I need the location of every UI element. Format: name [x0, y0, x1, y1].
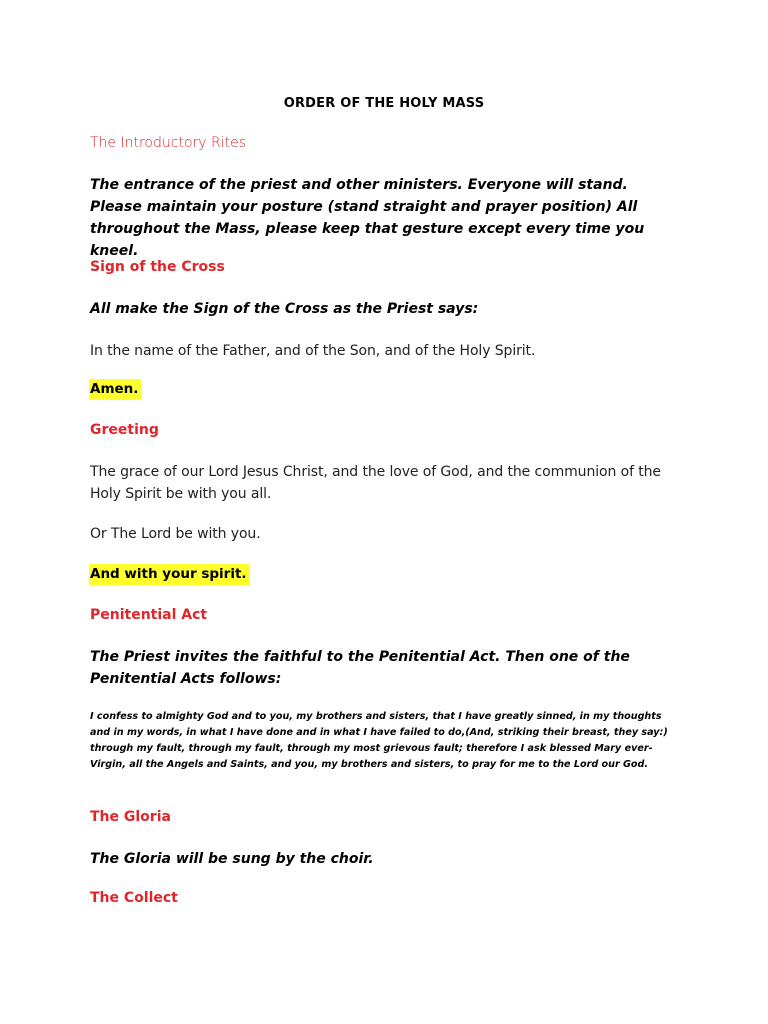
penitential-instruction: The Priest invites the faithful to the Penitential Act. Then one of the Penitential Acts follows: [90, 649, 630, 687]
sign-of-cross-text: In the name of the Father, and of the Son, and of the Holy Spirit. [90, 343, 536, 359]
section-heading-collect: The Collect [90, 890, 178, 906]
page-title: ORDER OF THE HOLY MASS [283, 96, 485, 111]
greeting-alt-text: Or The Lord be with you. [90, 526, 261, 542]
gloria-instruction: The Gloria will be sung by the choir. [90, 851, 374, 867]
confiteor-prayer: I confess to almighty God and to you, my brothers and sisters, that I have greatly sinned, in my thoughts and in my words, in what I have done and in what I have failed to do,(And, striking their breast, they say:) through my fault, through my fault, through my most grievous fault; therefore I ask blessed Mary ever-Virgin, all the Angels and Saints, and you, my brothers and sisters, to pray for me to the Lord our God. [90, 711, 668, 770]
amen-response-row [90, 379, 690, 400]
section-heading-sign-of-cross: Sign of the Cross [90, 259, 225, 275]
section-heading-penitential-act: Penitential Act [90, 607, 208, 623]
greeting-response: And with your spirit. [89, 564, 250, 585]
sign-of-cross-instruction: All make the Sign of the Cross as the Priest says: [90, 301, 479, 317]
section-heading-greeting: Greeting [90, 422, 159, 438]
greeting-response-row [90, 564, 690, 585]
section-heading-introductory-rites: The Introductory Rites [90, 135, 247, 151]
amen-response: Amen. [89, 379, 141, 400]
entrance-instruction: The entrance of the priest and other ministers. Everyone will stand. Please maintain your posture (stand straight and prayer position) All throughout the Mass, please keep that gesture except every time you kneel. [90, 177, 645, 259]
greeting-text: The grace of our Lord Jesus Christ, and the love of God, and the communion of the Holy Spirit be with you all. [90, 464, 661, 502]
section-heading-gloria: The Gloria [90, 809, 171, 825]
